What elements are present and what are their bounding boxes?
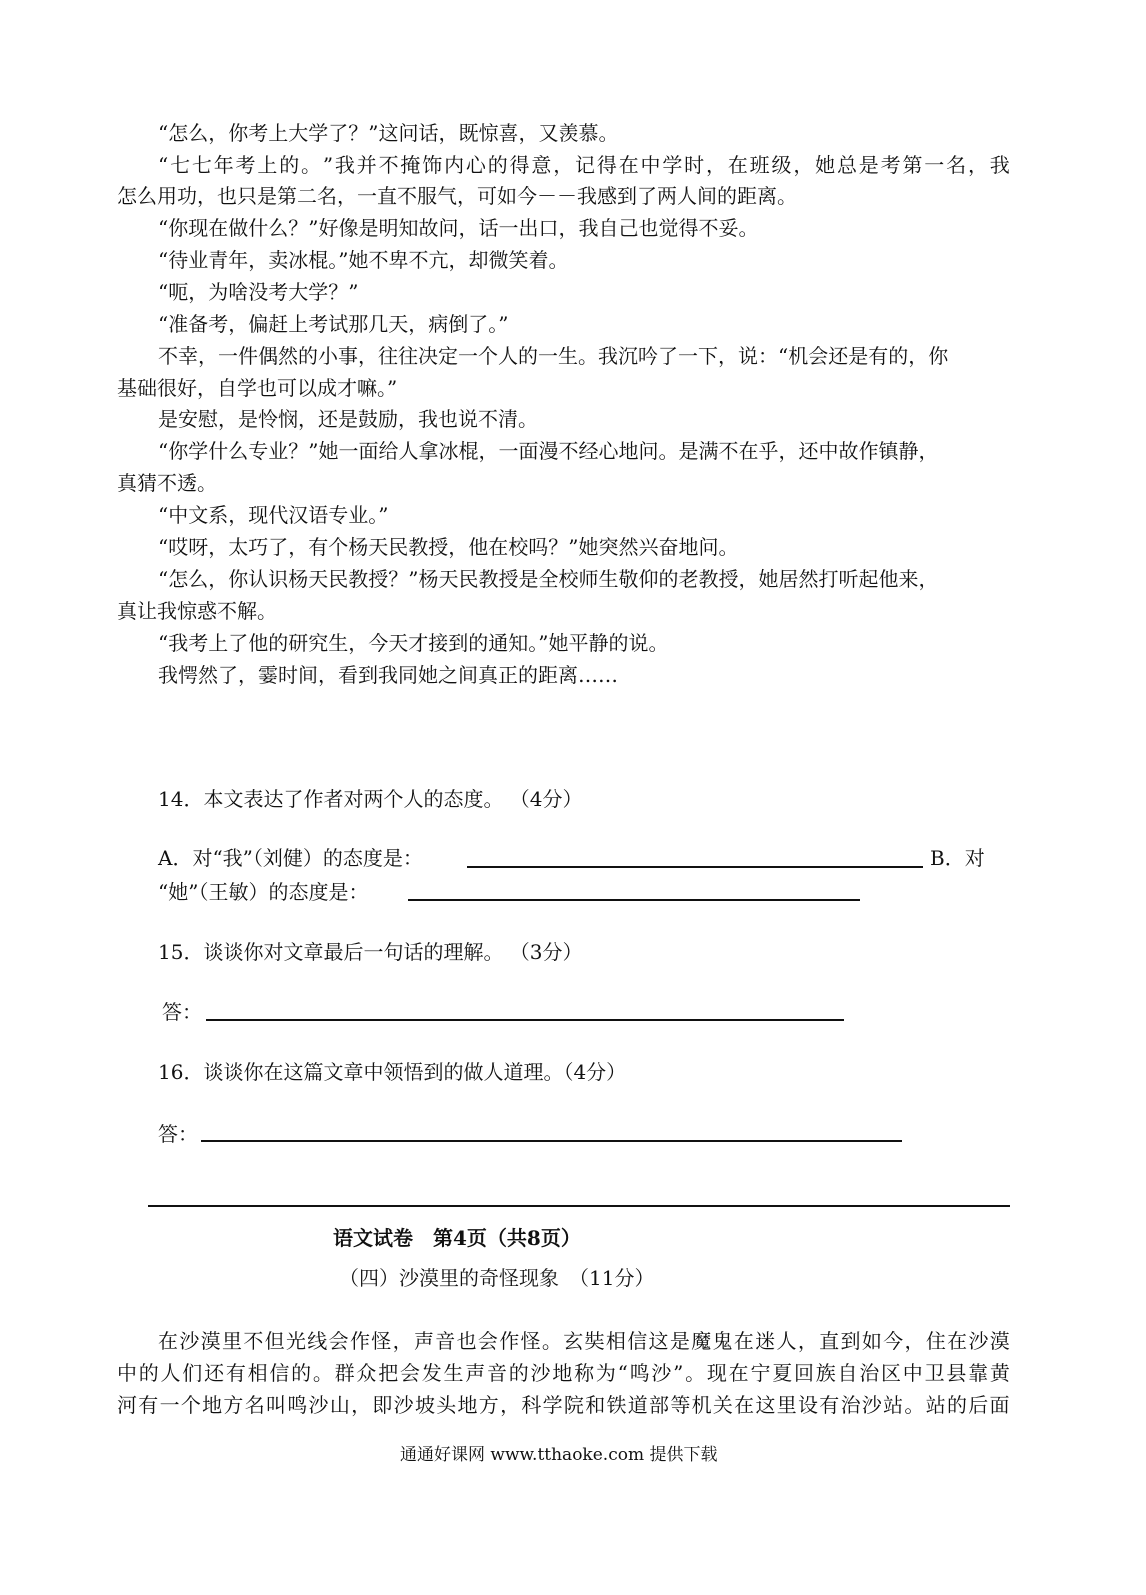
passage-line: 河 有 一 个 地 方 名 叫 鸣 沙 山 ， 即 沙 坡 头 地 方 ， 科 学 院 和 铁 道 部 等 机 关 在 这 里 设 有 治 沙 站 。 站 的 后 面 [117, 1393, 1010, 1417]
passage-line: “待业青年，卖冰棍。”她不卑不亢，却微笑着。 [158, 248, 569, 272]
question-15-answer-label: 答： [162, 1000, 202, 1024]
page-number-label: 语文试卷 第4页（共8页） [333, 1226, 581, 1250]
question-14-a-label: A．对“我”（刘健）的态度是： [158, 846, 423, 870]
passage-line: “你现在做什么？”好像是明知故问，话一出口，我自己也觉得不妥。 [158, 216, 759, 240]
section-heading: （四）沙漠里的奇怪现象 （11分） [339, 1266, 655, 1290]
passage-line: “ 七 七 年 考 上 的 。 ” 我 并 不 掩 饰 内 心 的 得 意 ， 记 得 在 中 学 时 ， 在 班 级 ， 她 总 是 考 第 一 名 ， 我 [158, 153, 1010, 177]
passage-line: “怎么，你认识杨天民教授？”杨天民教授是全校师生敬仰的老教授，她居然打听起他来， [158, 567, 939, 591]
question-15-stem: 15．谈谈你对文章最后一句话的理解。 （3分） [158, 940, 583, 964]
question-16-answer-label: 答： [158, 1122, 198, 1146]
answer-line-14b[interactable] [408, 899, 860, 901]
answer-line-14a[interactable] [467, 866, 923, 868]
question-16-stem: 16．谈谈你在这篇文章中领悟到的做人道理。（4分） [158, 1060, 627, 1084]
passage-line: 真让我惊惑不解。 [117, 599, 277, 623]
question-14-b-label-cont: “她”（王敏）的态度是： [158, 880, 369, 904]
passage-line: “我考上了他的研究生，今天才接到的通知。”她平静的说。 [158, 631, 669, 655]
passage-line: 基础很好，自学也可以成才嘛。” [117, 376, 398, 400]
watermark-text: 通通好课网 www.tthaoke.com 提供下载 [400, 1445, 718, 1465]
answer-line-16[interactable] [201, 1140, 902, 1142]
passage-line: 中 的 人 们 还 有 相 信 的 。 群 众 把 会 发 生 声 音 的 沙 地 称 为 “ 鸣 沙 ” 。 现 在 宁 夏 回 族 自 治 区 中 卫 县 靠 黄 [117, 1361, 1010, 1385]
passage-line: “准备考，偏赶上考试那几天，病倒了。” [158, 312, 509, 336]
passage-line: “哎呀，太巧了，有个杨天民教授，他在校吗？”她突然兴奋地问。 [158, 535, 739, 559]
passage-line: 我愕然了，霎时间，看到我同她之间真正的距离…… [158, 663, 618, 687]
passage-line: “你学什么专业？”她一面给人拿冰棍，一面漫不经心地问。是满不在乎，还中故作镇静， [158, 439, 939, 463]
passage-line: 怎么用功，也只是第二名，一直不服气，可如今－－我感到了两人间的距离。 [117, 184, 797, 208]
passage-line: 不幸，一件偶然的小事，往往决定一个人的一生。我沉吟了一下，说：“机会还是有的，你 [158, 344, 949, 368]
passage-line: 真猜不透。 [117, 471, 217, 495]
passage-line: “怎么，你考上大学了？”这问话，既惊喜，又羡慕。 [158, 121, 619, 145]
passage-line: 在 沙 漠 里 不 但 光 线 会 作 怪 ， 声 音 也 会 作 怪 。 玄 奘 相 信 这 是 魔 鬼 在 迷 人 ， 直 到 如 今 ， 住 在 沙 漠 [158, 1329, 1010, 1353]
passage-line: 是安慰，是怜悯，还是鼓励，我也说不清。 [158, 407, 538, 431]
footer-divider [148, 1205, 1010, 1207]
passage-line: “呃，为啥没考大学？” [158, 280, 359, 304]
question-14-stem: 14．本文表达了作者对两个人的态度。 （4分） [158, 787, 583, 811]
question-14-b-label: B．对 [930, 846, 985, 870]
answer-line-15[interactable] [206, 1019, 844, 1021]
passage-line: “中文系，现代汉语专业。” [158, 503, 389, 527]
